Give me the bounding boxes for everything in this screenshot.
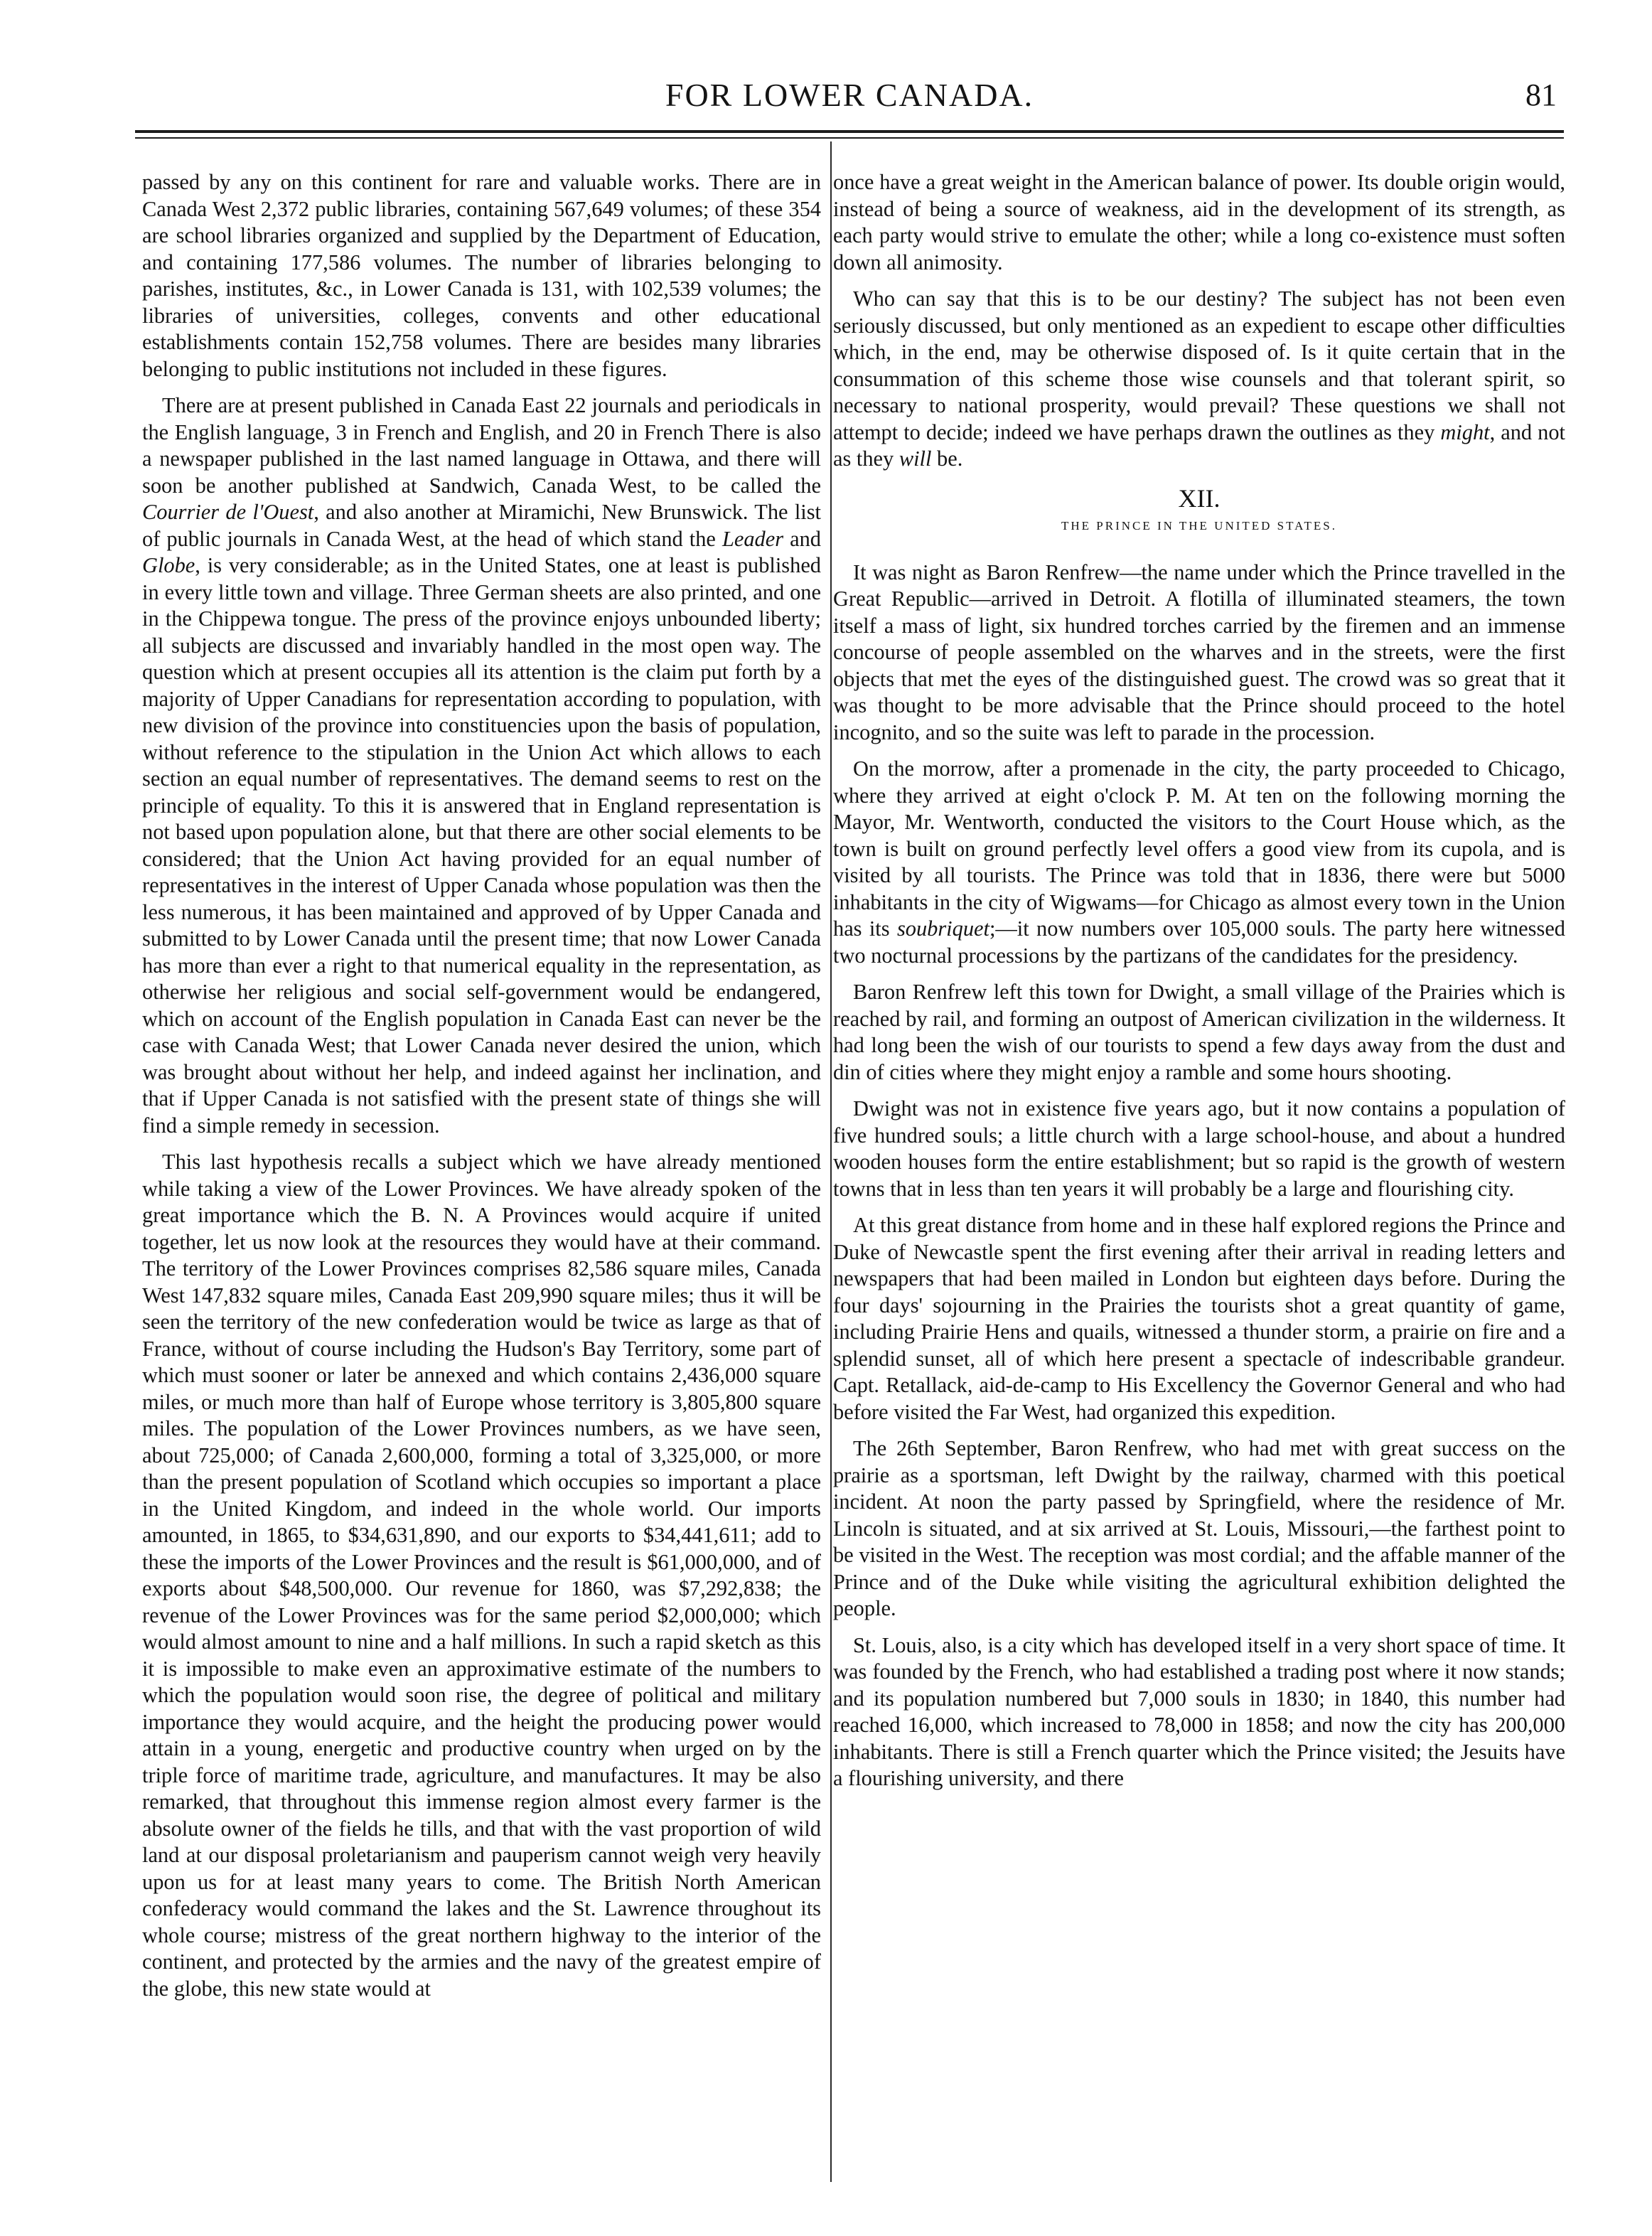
paragraph — [833, 1632, 1565, 1792]
italic-text: will — [899, 446, 932, 471]
paragraph-text: and — [783, 526, 821, 551]
paragraph-text: St. Louis, also, is a city which has developed itself in a very short space of time. It was founded by the French, who had established a trading post where it now stands; and its population numbered but 7,000 souls in 1830; in 1840, this number had reached 16,000, which increased to 78,000 in 1858; and now the city has 200,000 inhabitants. There is still a French quarter which the Prince visited; the Jesuits have a flourishing university, and there — [833, 1632, 1565, 1790]
paragraph-text: At this great distance from home and in these half explored regions the Prince and Duke of Newcastle spent the first evening after their arrival in reading letters and newspapers that had been mailed in London but eighteen days before. During the four days' sojourning in the Prairies the tourists shot a great quantity of game, including Prairie Hens and quails, witnessed a thunder storm, a prairie on fire and a splendid sunset, all of which here present a spectacle of indescribable grandeur. Capt. Retallack, aid-de-camp to His Excellency the Governor General and who had before visited the Far West, had organized this expedition. — [833, 1213, 1565, 1424]
paragraph-text: It was night as Baron Renfrew—the name under which the Prince travelled in the Great Republic—arrived in Detroit. A flotilla of illuminated steamers, the town itself a mass of light, six hundred torches carried by the firemen and an immense concourse of people assembled on the wharves and in the streets, were the first objects that met the eyes of the distinguished guest. The crowd was so great that it was thought to be more advisable that the Prince should proceed to the hotel incognito, and so the suite was left to parade in the procession. — [833, 560, 1565, 744]
running-title: FOR LOWER CANADA. — [665, 77, 1034, 113]
column-divider — [830, 141, 832, 2182]
section-numeral: XII. — [1178, 483, 1221, 513]
paragraph-text: passed by any on this continent for rare and valuable works. There are in Canada West 2,372 public libraries, containing 567,649 volumes; of these 354 are school libraries organized and supplied by the Department of Education, and containing 177,586 volumes. The number of libraries belonging to parishes, institutes, &c., in Lower Canada is 131, with 102,539 volumes; the libraries of universities, colleges, convents and other educational establishments contain 152,758 volumes. There are besides many libraries belonging to public institutions not included in these figures. — [142, 170, 821, 381]
paragraph — [833, 169, 1565, 276]
paragraph — [142, 392, 821, 1139]
paragraph-text: Who can say that this is to be our destiny? The subject has not been even seriously discussed, but only mentioned as an expedient to escape other difficulties which, in the end, may be otherwise disposed of. Is it quite certain that in the consummation of this scheme those wise counsels and that tolerant spirit, so necessary to national prosperity, would prevail? These questions we shall not attempt to decide; indeed we have perhaps drawn the outlines as they — [833, 287, 1565, 444]
paragraph-text: ;—it now numbers over 105,000 souls. The party here witnessed two nocturnal processions by the partizans of the candidates for the presidency. — [833, 916, 1565, 968]
paragraph-text: There are at present published in Canada East 22 journals and periodicals in the English language, 3 in French and English, and 20 in French There is also a newspaper published in the last named language in Ottawa, and there will soon be another published at Sandwich, Canada West, to be called the — [142, 393, 821, 498]
paragraph — [142, 169, 821, 383]
paragraph-text: , and not as they — [833, 419, 1565, 471]
paragraph — [833, 286, 1565, 473]
page-header — [135, 75, 1564, 118]
paragraph — [833, 979, 1565, 1086]
left-column — [142, 169, 821, 2012]
paragraph-text: be. — [931, 446, 963, 471]
italic-text: might — [1440, 419, 1490, 444]
header-rule-thin — [135, 137, 1564, 139]
italic-text: Globe — [142, 553, 195, 577]
paragraph-text: , is very considerable; as in the United States, one at least is published in every little town and village. Three German sheets are also printed, and one in the Chippewa tongue. The press of the province enjoys unbounded liberty; all subjects are discussed and invariably handled in the most open way. The question which at present occupies all its attention is the claim put forth by a majority of Upper Canadians for representation according to population, with new division of the province into constituencies upon the basis of population, without reference to the stipulation in the Union Act which allows to each section an equal number of representatives. The demand seems to rest on the principle of equality. To this it is answered that in England representation is not based upon population alone, but that there are other social elements to be considered; that the Union Act having provided for an equal number of representatives in the interest of Upper Canada whose population was then the less numerous, it has been maintained and approved of by Upper Canada and submitted to by Lower Canada until the present time; that now Lower Canada has more than ever a right to that numerical equality in the representation, as otherwise her religious and social self-government would be endangered, which on account of the English population in Canada East can never be the case with Canada West; that Lower Canada never desired the union, which was brought about without her help, and indeed against her inclination, and that if Upper Canada is not satisfied with the present state of things she will find a simple remedy in secession. — [142, 553, 821, 1138]
italic-text: Courrier de l'Ouest — [142, 500, 314, 524]
paragraph — [833, 1435, 1565, 1622]
paragraph-text: Baron Renfrew left this town for Dwight, a small village of the Prairies which is reached by rail, and forming an outpost of American civilization in the wilderness. It had long been the wish of our tourists to spend a few days away from the dust and din of cities where they might enjoy a ramble and some hours shooting. — [833, 980, 1565, 1084]
header-rule-thick — [135, 130, 1564, 133]
italic-text: soubriquet — [896, 916, 989, 941]
right-column-bottom — [833, 560, 1565, 1792]
paragraph-text: once have a great weight in the American balance of power. Its double origin would, instead of being a source of weakness, aid in the development of its strength, as each party would strive to emulate the other; while a long co-existence must soften down all animosity. — [833, 170, 1565, 274]
right-column-top — [833, 169, 1565, 473]
paragraph-text: Dwight was not in existence five years ago, but it now contains a population of five hundred souls; a little church with a large school-house, and about a hundred wooden houses form the entire establishment; but so rapid is the growth of western towns that in less than ten years it will probably be a large and flourishing city. — [833, 1096, 1565, 1201]
paragraph-text: , and also another at Miramichi, New Brunswick. The list of public journals in Canada West, at the head of which stand the — [142, 500, 821, 551]
section-title: THE PRINCE IN THE UNITED STATES. — [1061, 518, 1338, 533]
right-column — [833, 169, 1565, 1802]
page-number: 81 — [1525, 77, 1557, 112]
paragraph-text: On the morrow, after a promenade in the city, the party proceeded to Chicago, where they arrived at eight o'clock P. M. At ten on the following morning the Mayor, Mr. Wentworth, conducted the visitors to the Court House which, as the town is built on ground perfectly level offers a good view from its cupola, and is visited by all tourists. The Prince was told that in 1836, there were but 5000 inhabitants in the city of Wigwams—for Chicago as almost every town in the Union has its — [833, 756, 1565, 941]
paragraph — [142, 1149, 821, 2002]
italic-text: Leader — [722, 526, 784, 551]
paragraph-text: This last hypothesis recalls a subject which we have already mentioned while taking a view of the Lower Provinces. We have already spoken of the great importance which the B. N. A Provinces would acquire if united together, let us now look at the resources they would have at their command. The territory of the Lower Provinces comprises 82,586 square miles, Canada West 147,832 square miles, Canada East 209,990 square miles; thus it will be seen the territory of the new confederation would be twice as large as that of France, without of course including the Hudson's Bay Territory, some part of which must sooner or later be annexed and which contains 2,436,000 square miles, or much more than half of Europe whose territory is 3,805,800 square miles. The population of the Lower Provinces numbers, as we have seen, about 725,000; of Canada 2,600,000, forming a total of 3,325,000, or more than the present population of Scotland which occupies so important a place in the United Kingdom, and indeed in the whole world. Our imports amounted, in 1865, to $34,631,890, and our exports to $34,441,611; add to these the imports of the Lower Provinces and the result is $61,000,000, and of exports about $48,500,000. Our revenue for 1860, was $7,292,838; the revenue of the Lower Provinces was for the same period $2,000,000; which would almost amount to nine and a half millions. In such a rapid sketch as this it is impossible to make even an approximative estimate of the numbers to which the population would soon rise, the degree of political and military importance they would acquire, and the height the producing power would attain in a young, energetic and productive country when urged on by the triple force of maritime trade, agriculture, and manufactures. It may be also remarked, that throughout this immense region almost every farmer is the absolute owner of the fields he tills, and that with the vast proportion of wild land at our disposal proletarianism and pauperism cannot weigh very heavily upon us for at least many years to come. The British North American confederacy would command the lakes and the St. Lawrence throughout its whole course; mistress of the great northern highway to the interior of the continent, and protected by the armies and the navy of the greatest empire of the globe, this new state would at — [142, 1150, 821, 2001]
paragraph — [833, 560, 1565, 747]
paragraph-text: The 26th September, Baron Renfrew, who had met with great success on the prairie as a sportsman, left Dwight by the railway, charmed with this poetical incident. At noon the party passed by Springfield, where the residence of Mr. Lincoln is situated, and at six arrived at St. Louis, Missouri,—the farthest point to be visited in the West. The reception was most cordial; and the affable manner of the Prince and of the Duke while visiting the agricultural exhibition delighted the people. — [833, 1436, 1565, 1620]
paragraph — [833, 756, 1565, 969]
paragraph — [833, 1212, 1565, 1425]
paragraph — [833, 1096, 1565, 1202]
